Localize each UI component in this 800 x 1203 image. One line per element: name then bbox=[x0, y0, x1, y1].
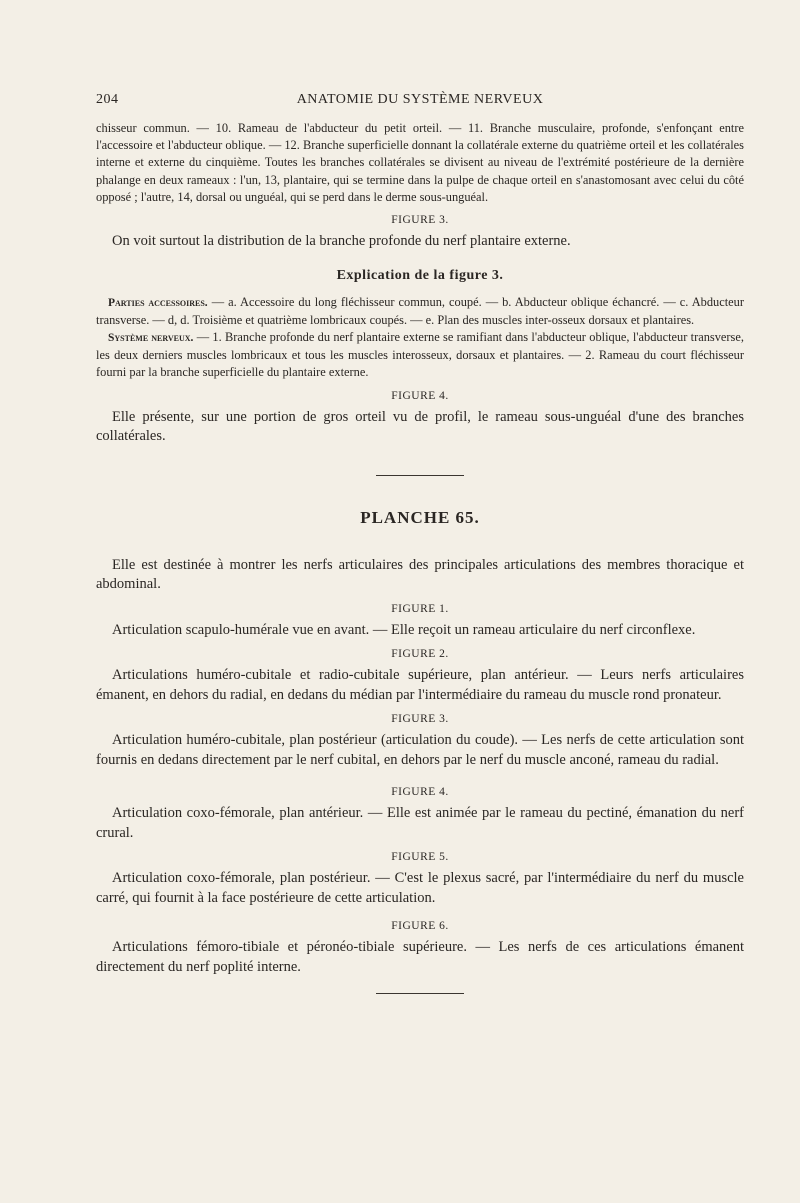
planche-figure-heading: FIGURE 1. bbox=[391, 602, 449, 615]
planche-figure-text: Articulation coxo-fémorale, plan postérieur. — C'est le plexus sacré, par l'intermédiaire du nerf du muscle carré, qui fournit à la face postérieure de cette articulation. bbox=[96, 870, 744, 906]
planche-figure bbox=[96, 851, 744, 908]
planche-figure-text: Articulations fémoro-tibiale et péronéo-tibiale supérieure. — Les nerfs de ces articulations émanent directement du nerf poplité interne. bbox=[96, 939, 744, 975]
planche-figure-text: Articulation scapulo-humérale vue en avant. — Elle reçoit un rameau articulaire du nerf circonflexe. bbox=[112, 621, 696, 638]
planche-figure-text: Articulation coxo-fémorale, plan antérieur. — Elle est animée par le rameau du pectiné, émanation du nerf crural. bbox=[96, 805, 744, 841]
planche-intro: Elle est destinée à montrer les nerfs articulaires des principales articulations des membres thoracique et abdominal. bbox=[96, 556, 744, 593]
figure-3-text: On voit surtout la distribution de la branche profonde du nerf plantaire externe. bbox=[112, 233, 571, 250]
planche-figure-heading: FIGURE 4. bbox=[391, 786, 449, 799]
systeme-label: Système nerveux. bbox=[108, 331, 194, 344]
divider-rule bbox=[376, 475, 464, 476]
figure-3-heading: FIGURE 3. bbox=[391, 214, 449, 227]
figure-4-text: Elle présente, sur une portion de gros orteil vu de profil, le rameau sous-unguéal d'une des branches collatérales. bbox=[96, 408, 744, 445]
page-number: 204 bbox=[96, 92, 119, 107]
parties-accessoires bbox=[96, 294, 744, 329]
parties-label: Parties accessoires. bbox=[108, 296, 208, 309]
explication-title: Explication de la figure 3. bbox=[336, 267, 504, 283]
systeme-text: — 1. Branche profonde du nerf plantaire externe se ramifiant dans l'abducteur oblique, l'abducteur transverse, les deux derniers muscles lombricaux et tous les muscles interosseux, dorsaux et plantaires. — 2. Rameau du court fléchisseur fourni par la branche superficielle du plantaire externe. bbox=[96, 329, 744, 380]
planche-figure bbox=[96, 713, 744, 770]
page-content bbox=[96, 120, 744, 994]
planche-figure-heading: FIGURE 2. bbox=[391, 648, 449, 661]
planche-figure bbox=[96, 648, 744, 705]
parties-text: — a. Accessoire du long fléchisseur commun, coupé. — b. Abducteur oblique échancré. — c. Abducteur transverse. — d, d. Troisième et quatrième lombricaux coupés. — e. Plan des muscles inter-osseux dorsaux et plantaires. bbox=[96, 294, 744, 327]
planche-figure bbox=[96, 603, 744, 641]
intro-paragraph: chisseur commun. — 10. Rameau de l'abducteur du petit orteil. — 11. Branche musculaire, profonde, s'enfonçant entre l'accessoire et l'abducteur oblique. — 12. Branche superficielle donnant la collatérale externe du quatrième orteil et les collatérales interne et externe du cinquième. Toutes les branches collatérales se divisent au niveau de l'extrémité postérieure de la dernière phalange en deux rameaux : l'un, 13, plantaire, qui se termine dans la pulpe de chaque orteil en s'anastomosant avec celui du côté opposé ; l'autre, 14, dorsal ou unguéal, qui se perd dans le derme sous-unguéal. bbox=[96, 121, 744, 204]
end-rule bbox=[376, 993, 464, 994]
running-head: ANATOMIE DU SYSTÈME NERVEUX bbox=[296, 92, 544, 107]
planche-figures bbox=[96, 603, 744, 978]
planche-figure-heading: FIGURE 5. bbox=[391, 851, 449, 864]
planche-figure-text: Articulations huméro-cubitale et radio-cubitale supérieure, plan antérieur. — Leurs nerfs articulaires émanent, en dehors du radial, en dedans du médian par l'intermédiaire du rameau du muscle rond pronateur. bbox=[96, 667, 744, 703]
planche-figure-text: Articulation huméro-cubitale, plan postérieur (articulation du coude). — Les nerfs de cette articulation sont fournis en dedans directement par le nerf cubital, en dehors par le nerf du muscle anconé, rameau du radial. bbox=[96, 732, 744, 768]
planche-figure-heading: FIGURE 3. bbox=[391, 713, 449, 726]
planche-title: PLANCHE 65. bbox=[360, 507, 480, 527]
planche-figure bbox=[96, 920, 744, 977]
page-header bbox=[96, 92, 744, 112]
figure-4-heading: FIGURE 4. bbox=[391, 389, 449, 402]
planche-figure bbox=[96, 786, 744, 843]
systeme-nerveux bbox=[96, 329, 744, 382]
planche-figure-heading: FIGURE 6. bbox=[391, 920, 449, 933]
